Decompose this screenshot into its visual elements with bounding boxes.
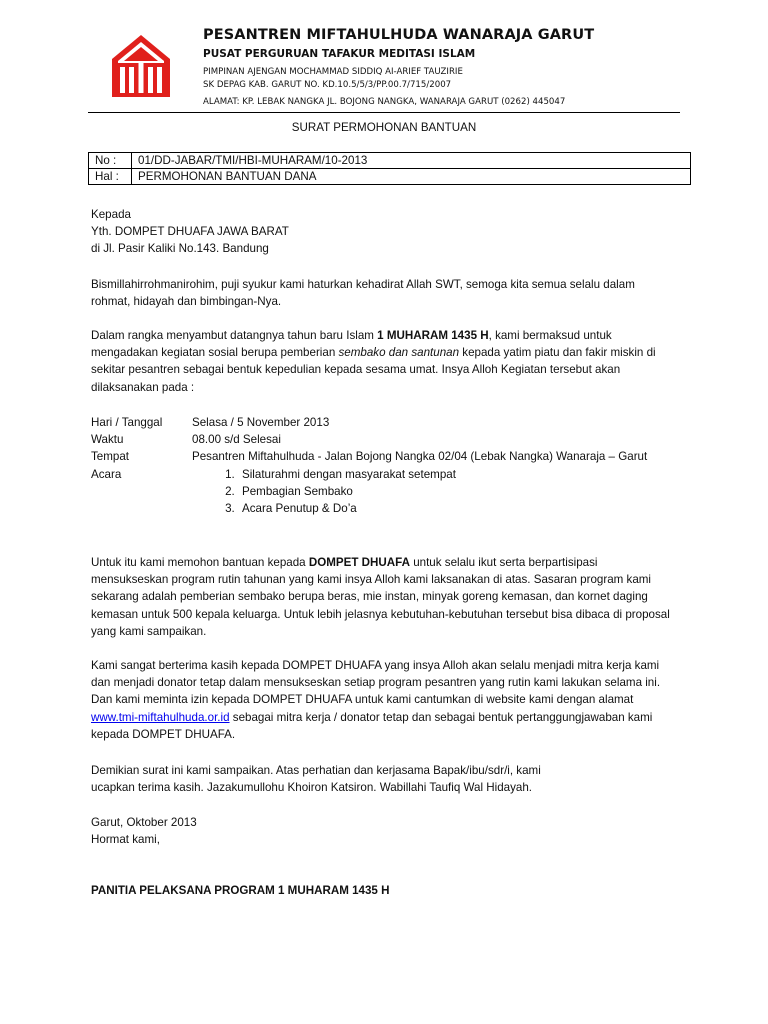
intro-text bbox=[91, 327, 673, 396]
pesantren-logo bbox=[108, 33, 174, 103]
agenda-list bbox=[192, 466, 671, 518]
event-time-row bbox=[91, 431, 671, 448]
intro-part: Dalam rangka menyambut datangnya tahun baru Islam bbox=[91, 329, 378, 342]
closing-paragraph bbox=[91, 762, 673, 796]
reference-key: Hal : bbox=[89, 169, 132, 185]
agenda-item: 3. Acara Penutup & Do’a bbox=[238, 500, 671, 517]
institution-leader: PIMPINAN AJENGAN MOCHAMMAD SIDDIQ AI-ARIEF TAUZIRIE bbox=[203, 67, 463, 77]
thanks-part: Kami sangat berterima kasih kepada DOMPET DHUAFA yang insya Alloh akan selalu menjadi mitra kerja kami dan menjadi donator tetap dalam mensukseskan setiap program pesantren yang rutin kami lakukan selama ini. Dan kami meminta izin kepada DOMPET DHUAFA untuk kami cantumkan di website kami dengan alamat bbox=[91, 659, 661, 707]
reference-value: PERMOHONAN BANTUAN DANA bbox=[132, 169, 691, 185]
request-text bbox=[91, 554, 673, 640]
event-value: Selasa / 5 November 2013 bbox=[192, 416, 330, 429]
signature-block bbox=[91, 814, 673, 848]
recipient-line: Kepada bbox=[91, 208, 131, 221]
request-part: Untuk itu kami memohon bantuan kepada bbox=[91, 556, 309, 569]
thanks-paragraph bbox=[91, 657, 673, 743]
agenda-list-wrap bbox=[192, 466, 671, 518]
event-label: Hari / Tanggal bbox=[91, 416, 163, 429]
institution-subtitle: PUSAT PERGURUAN TAFAKUR MEDITASI ISLAM bbox=[203, 48, 476, 60]
intro-part: kepada yatim piatu dan fakir miskin di sekitar pesantren sebagai bentuk kepedulian kepada sesama umat. Insya Alloh Kegiatan tersebut akan dilaksanakan pada : bbox=[91, 346, 656, 394]
closing-line: ucapkan terima kasih. Jazakumullohu Khoiron Katsiron. Wabillahi Taufiq Wal Hidayah. bbox=[91, 781, 532, 795]
event-label: Tempat bbox=[91, 450, 130, 464]
letter-title: SURAT PERMOHONAN BANTUAN bbox=[291, 121, 477, 134]
request-part: untuk selalu ikut serta berpartisipasi mensukseskan program rutin tahunan yang kami insya Alloh kami laksanakan di atas. Sasaran program kami sekarang adalah pemberian sembako berupa beras, mie instan, minyak goreng kemasan, dan kornet daging kemasan untuk 500 kepala keluarga. Untuk lebih jelasnya kebutuhan-kebutuhan tersebut bisa dibaca di proposal yang kami sampaikan. bbox=[91, 556, 670, 638]
reference-key: No : bbox=[89, 153, 132, 169]
agenda-item: 2. Pembagian Sembako bbox=[238, 483, 671, 500]
recipient-block bbox=[91, 206, 673, 258]
intro-paragraph bbox=[91, 327, 673, 396]
reference-row-subject bbox=[89, 169, 691, 185]
institution-name: PESANTREN MIFTAHULHUDA WANARAJA GARUT bbox=[203, 27, 595, 43]
event-label: Waktu bbox=[91, 433, 124, 447]
website-link[interactable]: www.tmi-miftahulhuda.or.id bbox=[91, 710, 230, 724]
thanks-text bbox=[91, 657, 673, 743]
aid-type: sembako dan santunan bbox=[338, 346, 460, 360]
event-value: Pesantren Miftahulhuda - Jalan Bojong Nangka 02/04 (Lebak Nangka) Wanaraja – Garut bbox=[192, 450, 648, 464]
organization-name: DOMPET DHUAFA bbox=[308, 556, 410, 569]
event-day-row bbox=[91, 414, 671, 431]
event-value: 08.00 s/d Selesai bbox=[192, 433, 281, 447]
letterhead-divider bbox=[88, 112, 680, 113]
institution-address: ALAMAT: KP. LEBAK NANGKA JL. BOJONG NANGKA, WANARAJA GARUT (0262) 445047 bbox=[203, 97, 566, 107]
recipient-line: Yth. DOMPET DHUAFA JAWA BARAT bbox=[91, 225, 289, 239]
reference-value: 01/DD-JABAR/TMI/HBI-MUHARAM/10-2013 bbox=[132, 153, 691, 169]
opening-paragraph bbox=[91, 276, 673, 310]
event-label: Acara bbox=[91, 467, 122, 481]
reference-row-number bbox=[89, 153, 691, 169]
place-date: Garut, Oktober 2013 bbox=[91, 816, 197, 829]
reference-table bbox=[88, 152, 691, 185]
regards: Hormat kami, bbox=[91, 833, 160, 847]
recipient-line: di Jl. Pasir Kaliki No.143. Bandung bbox=[91, 242, 269, 256]
event-name: 1 MUHARAM 1435 H bbox=[377, 329, 489, 342]
opening-text: Bismillahirrohmanirohim, puji syukur kami haturkan kehadirat Allah SWT, semoga kita semua selalu dalam rohmat, hidayah dan bimbingan-Nya. bbox=[91, 278, 635, 309]
event-place-row bbox=[91, 448, 671, 465]
institution-registration: SK DEPAG KAB. GARUT NO. KD.10.5/5/3/PP.00.7/715/2007 bbox=[203, 80, 452, 90]
event-details bbox=[91, 414, 671, 517]
event-agenda-row bbox=[91, 466, 671, 518]
agenda-item: 1. Silaturahmi dengan masyarakat setempat bbox=[238, 466, 671, 483]
intro-part: , kami bermaksud untuk mengadakan kegiatan sosial berupa pemberian bbox=[91, 329, 612, 360]
closing-line: Demikian surat ini kami sampaikan. Atas perhatian dan kerjasama Bapak/ibu/sdr/i, kami bbox=[91, 764, 541, 777]
thanks-part: sebagai mitra kerja / donator tetap dan sebagai bentuk pertanggungjawaban kami kepada DOMPET DHUAFA. bbox=[91, 710, 653, 741]
signatory: PANITIA PELAKSANA PROGRAM 1 MUHARAM 1435 H bbox=[91, 884, 390, 897]
request-paragraph bbox=[91, 554, 673, 640]
